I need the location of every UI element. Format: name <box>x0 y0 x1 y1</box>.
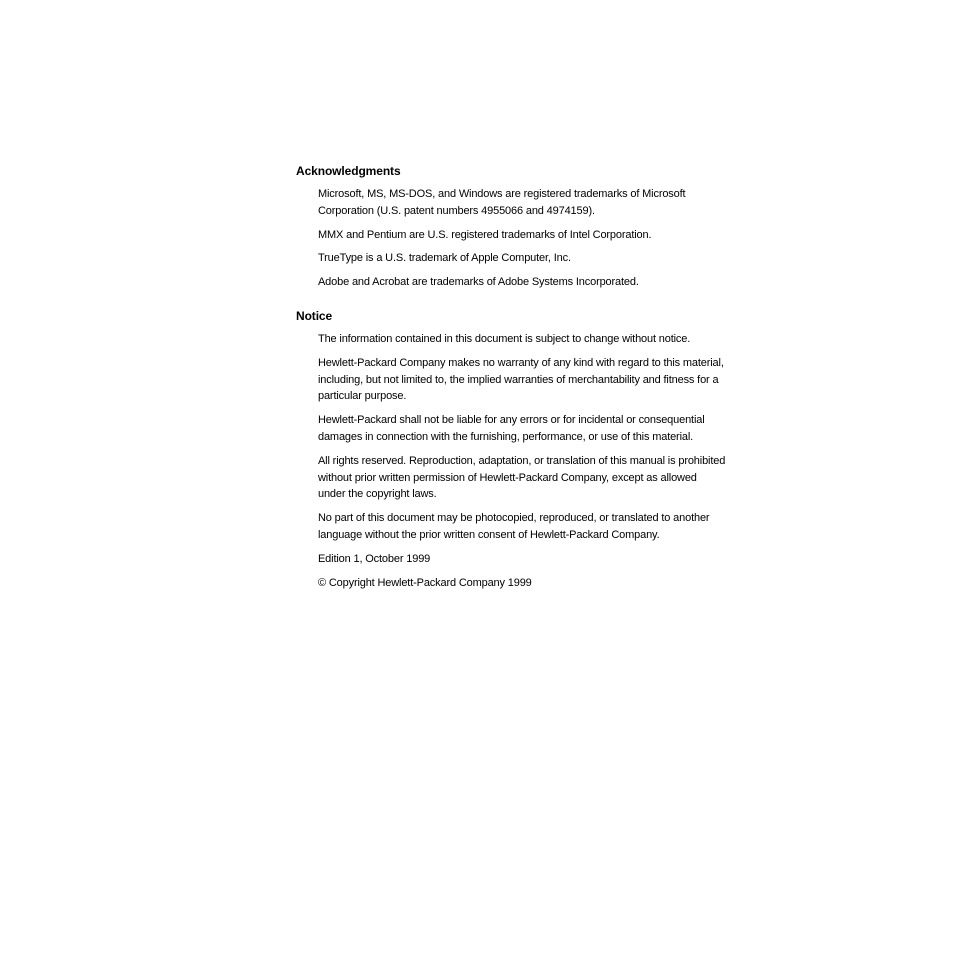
acknowledgment-paragraph: Adobe and Acrobat are trademarks of Adobe Systems Incorporated. <box>318 276 639 289</box>
notice-paragraph: Hewlett-Packard shall not be liable for any errors or for incidental or consequential damages in connection with the furnishing, performance, or use of this material. <box>318 414 705 443</box>
acknowledgment-paragraph: TrueType is a U.S. trademark of Apple Computer, Inc. <box>318 252 571 265</box>
notice-paragraph: No part of this document may be photocopied, reproduced, or translated to another language without the prior written consent of Hewlett-Packard Company. <box>318 512 710 541</box>
notice-paragraph: The information contained in this document is subject to change without notice. <box>318 333 691 345</box>
acknowledgments-section <box>296 163 726 298</box>
notice-paragraph: Hewlett-Packard Company makes no warranty of any kind with regard to this material, including, but not limited to, the implied warranties of merchantability and fitness for a particular purpose. <box>318 356 724 403</box>
acknowledgments-heading: Acknowledgments <box>296 164 401 178</box>
notice-section <box>296 308 726 598</box>
edition-text: Edition 1, October 1999 <box>318 552 431 565</box>
notice-heading: Notice <box>296 309 333 323</box>
acknowledgment-paragraph: Microsoft, MS, MS-DOS, and Windows are registered trademarks of Microsoft Corporation (U.S. patent numbers 4955066 and 4974159). <box>318 188 686 217</box>
acknowledgment-paragraph: MMX and Pentium are U.S. registered trademarks of Intel Corporation. <box>318 228 652 241</box>
copyright-text: © Copyright Hewlett-Packard Company 1999 <box>318 576 532 589</box>
notice-paragraph: All rights reserved. Reproduction, adaptation, or translation of this manual is prohibited without prior written permission of Hewlett-Packard Company, except as allowed under the copyright laws. <box>318 454 726 501</box>
